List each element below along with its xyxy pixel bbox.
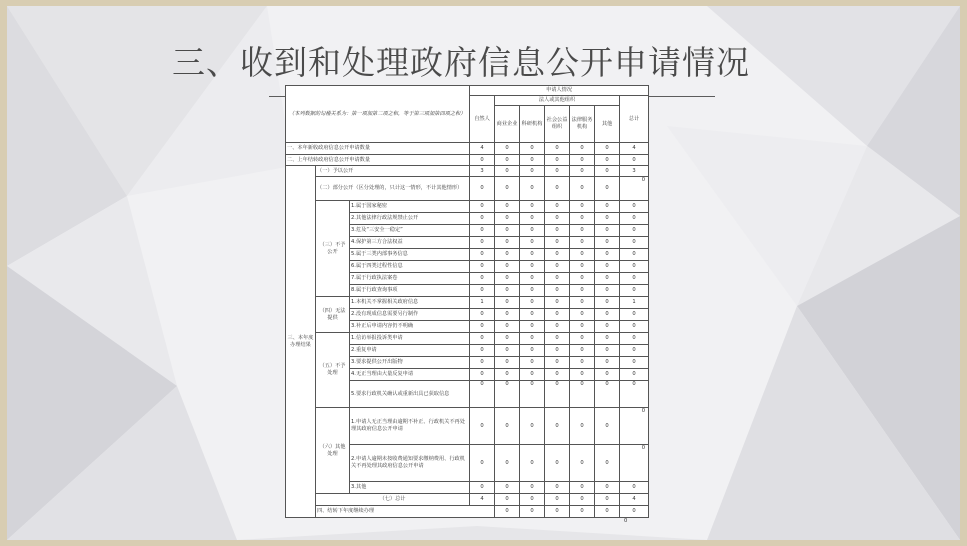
cell: 0 [495, 213, 520, 225]
cell: 0 [595, 482, 620, 494]
cell: 0 [520, 381, 545, 408]
row-label: 四、结转下年度继续办理 [316, 506, 495, 518]
cell: 0 [595, 261, 620, 273]
cell: 0 [495, 225, 520, 237]
cell: 0 [595, 201, 620, 213]
cell: 0 [570, 213, 595, 225]
cell: 0 [570, 273, 595, 285]
cell: 0 [470, 225, 495, 237]
table-row [286, 297, 649, 309]
cell: 0 [595, 249, 620, 261]
cell: 0 [570, 309, 595, 321]
cell: 0 [595, 445, 620, 482]
cell: 0 [495, 285, 520, 297]
cell: 0 [495, 237, 520, 249]
cell: 0 [495, 494, 520, 506]
group-three-label: （三）不予公开 [316, 201, 350, 297]
cell: 0 [620, 249, 649, 261]
cell: 0 [595, 273, 620, 285]
cell: 4 [470, 494, 495, 506]
cell: 4 [470, 143, 495, 155]
row-label: 1.信访举报投诉类申请 [350, 333, 470, 345]
header-commercial: 商业企业 [495, 106, 520, 143]
cell: 0 [570, 381, 595, 408]
table-row [286, 506, 649, 518]
row-label: 二、上年结转政府信息公开申请数量 [286, 155, 470, 166]
cell: 0 [570, 357, 595, 369]
cell: 0 [570, 166, 595, 177]
cell: 0 [495, 506, 520, 518]
cell: 0 [595, 369, 620, 381]
cell: 0 [570, 177, 595, 201]
group-four-label: （四）无法提供 [316, 297, 350, 333]
row-label: 3.危及“三安全一稳定” [350, 225, 470, 237]
cell: 0 [520, 249, 545, 261]
cell: 0 [470, 333, 495, 345]
slide-title: 三、收到和处理政府信息公开申请情况 [172, 43, 750, 82]
cell: 0 [520, 237, 545, 249]
cell: 0 [570, 297, 595, 309]
cell: 0 [620, 201, 649, 213]
trailing-zero: 0 [624, 518, 628, 524]
header-legal-service: 法律服务机构 [570, 106, 595, 143]
cell: 0 [545, 166, 570, 177]
cell: 0 [620, 321, 649, 333]
cell: 0 [470, 357, 495, 369]
cell: 0 [470, 155, 495, 166]
cell: 0 [545, 369, 570, 381]
cell: 0 [520, 213, 545, 225]
cell: 0 [520, 155, 545, 166]
cell: 0 [545, 408, 570, 445]
table-row [286, 408, 649, 445]
row-label: 3.其他 [350, 482, 470, 494]
cell: 0 [570, 408, 595, 445]
cell: 0 [595, 143, 620, 155]
table-row [286, 201, 649, 213]
cell: 0 [545, 177, 570, 201]
cell: 0 [495, 273, 520, 285]
row-label: 3.要求提供公开出版物 [350, 357, 470, 369]
header-total: 总计 [620, 96, 649, 143]
cell: 0 [595, 177, 620, 201]
cell: 0 [595, 297, 620, 309]
cell: 0 [595, 408, 620, 445]
row-label: 2.其他法律行政法规禁止公开 [350, 213, 470, 225]
cell: 0 [470, 177, 495, 201]
cell: 0 [570, 345, 595, 357]
cell: 0 [520, 285, 545, 297]
cell: 0 [620, 482, 649, 494]
cell: 0 [545, 249, 570, 261]
cell: 0 [570, 261, 595, 273]
cell: 0 [495, 249, 520, 261]
header-social: 社会公益组织 [545, 106, 570, 143]
row-label: （二）部分公开（区分处理的，只计这一情形，不计其他情形） [316, 177, 470, 201]
cell: 1 [470, 297, 495, 309]
row-label: （一）予以公开 [316, 166, 470, 177]
cell: 0 [620, 213, 649, 225]
cell: 0 [570, 369, 595, 381]
table-row [286, 166, 649, 177]
cell: 0 [495, 201, 520, 213]
cell: 0 [620, 345, 649, 357]
row-label: 2.重复申请 [350, 345, 470, 357]
cell: 0 [520, 321, 545, 333]
cell: 0 [495, 345, 520, 357]
row-label: 1.本机关不掌握相关政府信息 [350, 297, 470, 309]
cell: 0 [620, 261, 649, 273]
cell: 4 [620, 494, 649, 506]
cell: 0 [495, 445, 520, 482]
cell: 0 [620, 506, 649, 518]
cell: 0 [570, 506, 595, 518]
cell: 1 [620, 297, 649, 309]
cell: 0 [520, 333, 545, 345]
cell: 0 [470, 249, 495, 261]
cell: 0 [570, 225, 595, 237]
cell: 0 [470, 213, 495, 225]
cell: 0 [520, 297, 545, 309]
cell: 0 [570, 494, 595, 506]
cell: 0 [470, 321, 495, 333]
cell: 0 [545, 285, 570, 297]
cell: 0 [470, 285, 495, 297]
cell: 0 [520, 143, 545, 155]
cell: 0 [495, 297, 520, 309]
row-label: 一、本年新收政府信息公开申请数量 [286, 143, 470, 155]
cell: 0 [545, 381, 570, 408]
cell: 0 [595, 357, 620, 369]
cell: 0 [595, 321, 620, 333]
table-row [286, 494, 649, 506]
cell: 0 [470, 309, 495, 321]
cell: 0 [520, 408, 545, 445]
cell: 0 [545, 482, 570, 494]
cell: 0 [495, 369, 520, 381]
cell: 0 [520, 482, 545, 494]
cell: 0 [520, 273, 545, 285]
cell: 0 [620, 309, 649, 321]
cell: 0 [570, 237, 595, 249]
cell: 0 [570, 143, 595, 155]
row-label: 7.属于行政执法案卷 [350, 273, 470, 285]
cell: 0 [470, 445, 495, 482]
cell: 0 [595, 381, 620, 408]
cell: 0 [620, 225, 649, 237]
cell: 0 [570, 285, 595, 297]
cell: 0 [620, 357, 649, 369]
cell: 0 [520, 309, 545, 321]
cell: 0 [495, 143, 520, 155]
cell: 0 [570, 321, 595, 333]
cell: 0 [495, 309, 520, 321]
cell: 0 [545, 506, 570, 518]
row-label: 4.保护第三方合法权益 [350, 237, 470, 249]
cell: 0 [620, 445, 649, 482]
cell: 4 [620, 143, 649, 155]
row-label: 1.属于国家秘密 [350, 201, 470, 213]
header-applicant-status: 申请人情况 [470, 86, 649, 96]
row-label: 6.属于四类过程性信息 [350, 261, 470, 273]
cell: 0 [545, 201, 570, 213]
cell: 0 [470, 273, 495, 285]
cell: 3 [620, 166, 649, 177]
cell: 0 [520, 445, 545, 482]
row-label: 3.补正后申请内容仍不明确 [350, 321, 470, 333]
cell: 0 [470, 201, 495, 213]
cell: 0 [570, 445, 595, 482]
cell: 0 [545, 225, 570, 237]
cell: 0 [520, 261, 545, 273]
header-note: （本列数据的勾稽关系为：第一项加第二项之和，等于第三项加第四项之和） [286, 86, 470, 143]
cell: 0 [495, 381, 520, 408]
cell: 0 [495, 261, 520, 273]
header-research: 科研机构 [520, 106, 545, 143]
row-label: 5.属于三类内部事务信息 [350, 249, 470, 261]
header-other: 其他 [595, 106, 620, 143]
header-natural-person: 自然人 [470, 96, 495, 143]
cell: 0 [545, 309, 570, 321]
cell: 0 [595, 225, 620, 237]
table-row [286, 333, 649, 345]
cell: 0 [495, 408, 520, 445]
table-row [286, 177, 649, 201]
cell: 0 [545, 333, 570, 345]
header-legal-group: 法人或其他组织 [495, 96, 620, 106]
cell: 0 [570, 333, 595, 345]
cell: 0 [620, 333, 649, 345]
cell: 0 [470, 345, 495, 357]
cell: 0 [620, 155, 649, 166]
cell: 0 [495, 333, 520, 345]
cell: 0 [520, 166, 545, 177]
cell: 0 [495, 177, 520, 201]
cell: 0 [545, 155, 570, 166]
cell: 0 [545, 494, 570, 506]
cell: 0 [595, 213, 620, 225]
cell: 0 [570, 155, 595, 166]
group-five-label: （五）不予处理 [316, 333, 350, 408]
cell: 0 [595, 345, 620, 357]
cell: 0 [520, 225, 545, 237]
cell: 0 [495, 482, 520, 494]
cell: 0 [595, 333, 620, 345]
info-disclosure-table [285, 85, 649, 518]
cell: 0 [595, 237, 620, 249]
cell: 0 [495, 357, 520, 369]
cell: 0 [620, 177, 649, 201]
cell: 0 [520, 357, 545, 369]
cell: 0 [595, 166, 620, 177]
cell: 0 [470, 408, 495, 445]
cell: 0 [495, 155, 520, 166]
cell: 0 [520, 201, 545, 213]
cell: 0 [470, 237, 495, 249]
cell: 0 [620, 369, 649, 381]
cell: 0 [545, 273, 570, 285]
cell: 0 [545, 445, 570, 482]
cell: 0 [545, 213, 570, 225]
cell: 0 [545, 321, 570, 333]
cell: 0 [545, 261, 570, 273]
row-label: 4.无正当理由大量反复申请 [350, 369, 470, 381]
table-row [286, 143, 649, 155]
cell: 0 [595, 155, 620, 166]
cell: 0 [520, 369, 545, 381]
group-six-label: （六）其他处理 [316, 408, 350, 494]
cell: 0 [570, 201, 595, 213]
section-three-label: 三、本年度办理结果 [286, 166, 316, 518]
row-label: 5.要求行政机关确认或重新出具已获取信息 [350, 381, 470, 408]
cell: 3 [470, 166, 495, 177]
cell: 0 [595, 506, 620, 518]
row-label: （七）总计 [316, 494, 470, 506]
cell: 0 [595, 494, 620, 506]
cell: 0 [470, 369, 495, 381]
cell: 0 [495, 321, 520, 333]
cell: 0 [545, 357, 570, 369]
cell: 0 [595, 309, 620, 321]
cell: 0 [545, 345, 570, 357]
cell: 0 [470, 381, 495, 408]
row-label: 2.没有现成信息需要另行制作 [350, 309, 470, 321]
table-row [286, 155, 649, 166]
cell: 0 [545, 143, 570, 155]
cell: 0 [595, 285, 620, 297]
cell: 0 [620, 273, 649, 285]
cell: 0 [495, 166, 520, 177]
cell: 0 [545, 297, 570, 309]
row-label: 8.属于行政查询事项 [350, 285, 470, 297]
cell: 0 [470, 482, 495, 494]
cell: 0 [570, 482, 595, 494]
cell: 0 [545, 237, 570, 249]
cell: 0 [520, 494, 545, 506]
cell: 0 [620, 285, 649, 297]
cell: 0 [570, 249, 595, 261]
row-label: 2.申请人逾期未按收费通知要求缴纳费用、行政机关不再处理其政府信息公开申请 [350, 445, 470, 482]
cell: 0 [470, 261, 495, 273]
cell: 0 [620, 237, 649, 249]
cell: 0 [520, 345, 545, 357]
cell: 0 [520, 506, 545, 518]
row-label: 1.申请人无正当理由逾期不补正、行政机关不再处理其政府信息公开申请 [350, 408, 470, 445]
cell: 0 [620, 381, 649, 408]
cell: 0 [520, 177, 545, 201]
cell: 0 [620, 408, 649, 445]
